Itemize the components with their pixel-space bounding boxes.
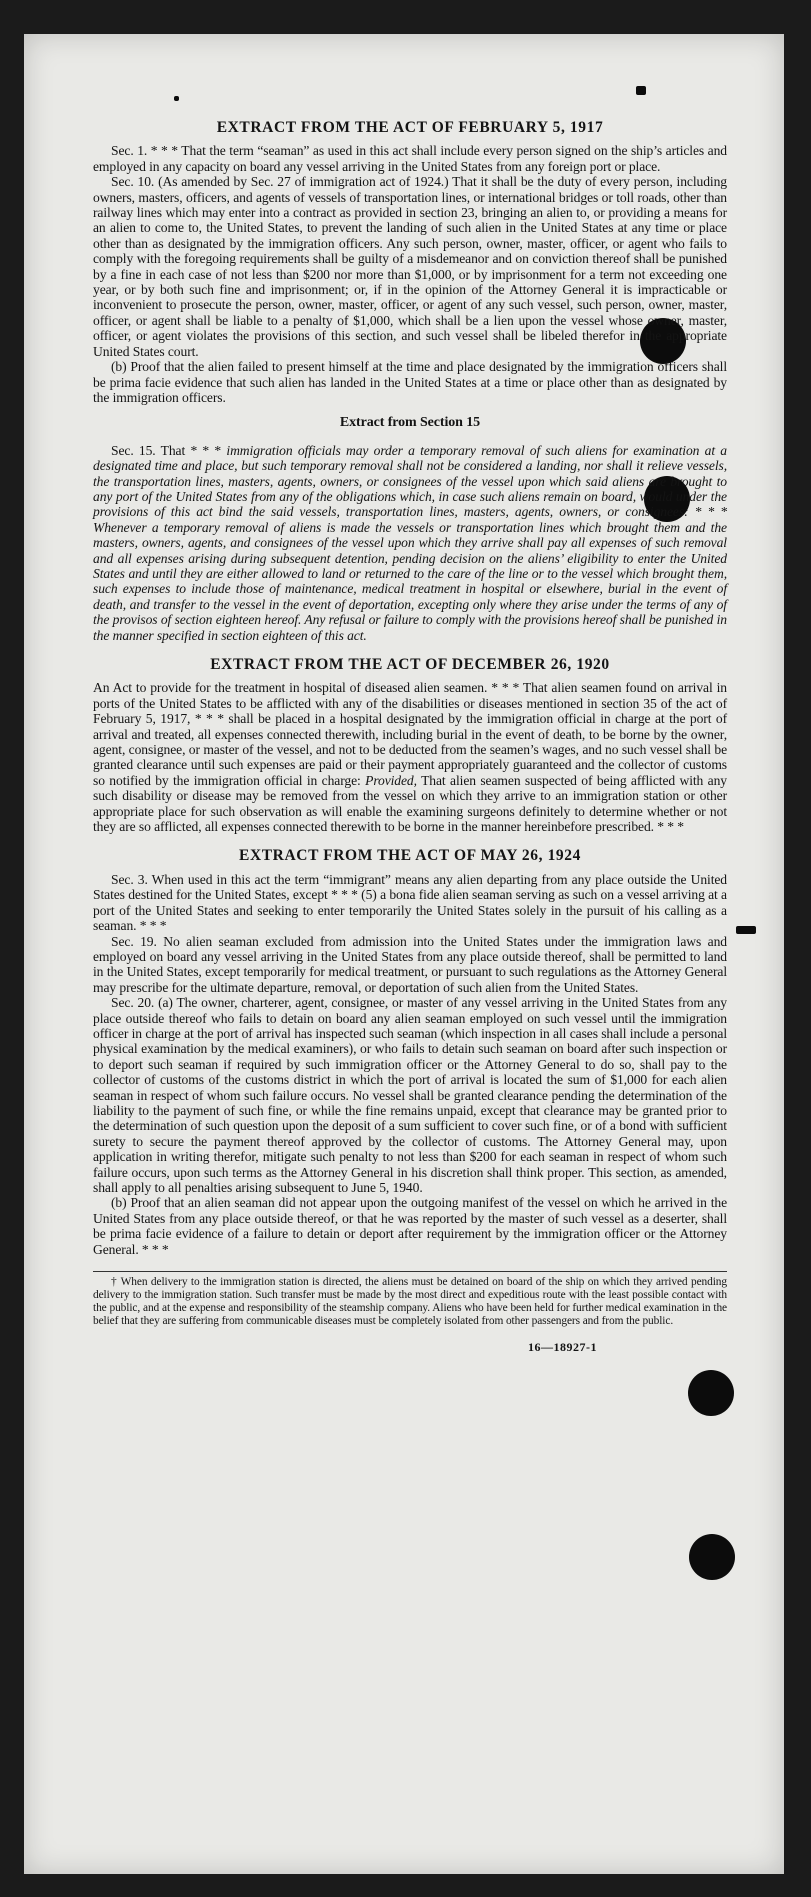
sec15-lead: Sec. 15. That * * * — [111, 442, 227, 458]
form-number: 16—18927-1 — [528, 1340, 597, 1355]
section-heading-1917: EXTRACT FROM THE ACT OF FEBRUARY 5, 1917 — [216, 119, 604, 136]
paragraph-1920-act — [93, 680, 727, 834]
document-page — [24, 34, 784, 1874]
paragraph-proof-b: (b) Proof that the alien failed to present himself at the time and place designated by the immigration officers shall be prima facie evidence that such alien has landed in the United States at a time or place other than as designated by the immigration officers. — [93, 359, 727, 405]
paragraph-sec3: Sec. 3. When used in this act the term “immigrant” means any alien departing from any place outside the United States destined for the United States, except * * * (5) a bona fide alien seaman serving as such on a vessel arriving at a port of the United States and seeking to enter temporarily the United States solely in the pursuit of his calling as a seaman. * * * — [93, 871, 727, 934]
paragraph-sec19: Sec. 19. No alien seaman excluded from admission into the United States under the immigration laws and employed on board any vessel arriving in the United States from any place outside thereof, shall be permitted to land in the United States, except temporarily for medical treatment, or pursuant to such regulations as the Attorney General may prescribe for the ultimate departure, removal, or deportation of such alien from the United States. — [93, 933, 727, 995]
subheading-section-15: Extract from Section 15 — [339, 415, 481, 431]
ink-speck — [736, 926, 756, 934]
document-text — [93, 120, 727, 1355]
paragraph-sec10: Sec. 10. (As amended by Sec. 27 of immigration act of 1924.) That it shall be the duty of every person, including owners, masters, officers, and agents of vessels of transportation lines, or international bridges or toll roads, other than railway lines which may enter into a contract as provided in section 23, bringing an alien to, or providing a means for an alien to come to, the United States, to prevent the landing of such alien in the United States at any time or place other than as designated by the immigration officers. Any such person, owner, master, officer, or agent who fails to comply with the foregoing requirements shall be guilty of a misdemeanor and on conviction thereof shall be punished by a fine in each case of not less than $200 nor more than $1,000, or by imprisonment for a term not exceeding one year, or by both such fine and imprisonment; or, if in the opinion of the Attorney General it is impracticable or inconvenient to prosecute the person, owner, master, officer, or agent of any such vessel, such person, owner, master, officer, or agent shall be liable to a penalty of $1,000, which shall be a lien upon the vessel whose owner, master, officer, or agent violates the provisions of this section, and such vessel shall be libeled therefor in the appropriate United States court. — [93, 174, 727, 359]
act1920-text-a: An Act to provide for the treatment in hospital of diseased alien seamen. * * * That alien seamen found on arrival in ports of the United States to be afflicted with any of the disabilities or diseases mentioned in section 35 of the act of February 5, 1917, * * * shall be placed in a hospital designated by the immigration official in charge at the port of arrival and treated, all expenses connected therewith, including burial in the event of death, to be borne by the owner, agent, consignee, or master of the vessel, and not to be deducted from the seamen’s wages, and no such vessel shall be granted clearance until such expenses are paid or their payment appropriately guaranteed and the collector of customs so notified by the immigration official in charge: — [93, 680, 727, 788]
punch-hole — [688, 1370, 734, 1416]
footnote: † When delivery to the immigration station is directed, the aliens must be detained on board of the ship on which they arrived pending delivery to the immigration station. Such transfer must be made by the most direct and expeditious route with the least possible contact with the public, and at the expense and responsibility of the steamship company. Aliens who have been held for further medical examination in the belief that they are suffering from communicable diseases must be completely isolated from other passengers and from the public. — [93, 1276, 727, 1328]
paragraph-sec20-b: (b) Proof that an alien seaman did not appear upon the outgoing manifest of the vessel on which he arrived in the United States from any place outside thereof, or that he was reported by the master of such vessel as a deserter, shall be prima facie evidence of a failure to detain or deport after requirement by the immigration officer or the Attorney General. * * * — [93, 1195, 727, 1257]
ink-speck — [636, 86, 646, 95]
paragraph-sec15 — [93, 443, 727, 643]
act1920-provided: Provided, — [365, 772, 417, 788]
section-heading-1924: EXTRACT FROM THE ACT OF MAY 26, 1924 — [239, 847, 581, 865]
sec15-italic-text: immigration officials may order a temporary removal of such aliens for examination at a designated time and place, but such temporary removal shall not be considered a landing, nor shall it relieve vessels, the transportation lines, masters, agents, owners, or consignees of the vessel upon which said aliens are brought to any port of the United States from any of the obligations which, in case such aliens remain on board, would under the provisions of this act bind the said vessels, transportation lines, masters, agents, owners, or consignees: * * * Whenever a temporary removal of aliens is made the vessels or transportation lines which brought them and the masters, owners, agents, and consignees of the vessel upon which they arrive shall pay all expenses of such removal and all expenses arising during subsequent detention, pending decision on the aliens’ eligibility to enter the United States and until they are either allowed to land or returned to the care of the line or to the vessel which brought them, such expenses to include those of maintenance, medical treatment in hospital or elsewhere, burial in the event of death, and transfer to the vessel in the event of deportation, excepting only where they arise under the terms of any of the provisos of section eighteen hereof. Any refusal or failure to comply with the provisions hereof shall be punished in the manner specified in section eighteen of this act. — [93, 442, 727, 643]
section-heading-1920: EXTRACT FROM THE ACT OF DECEMBER 26, 1920 — [210, 656, 610, 673]
ink-speck — [174, 96, 179, 101]
footnote-divider — [93, 1271, 727, 1272]
paragraph-sec20: Sec. 20. (a) The owner, charterer, agent, consignee, or master of any vessel arriving in the United States from any place outside thereof who fails to detain on board any alien seaman employed on such vessel until the immigration officer in charge at the port of arrival has inspected such seaman (which inspection in all cases shall include a personal physical examination by the medical examiners), or who fails to detain such seaman on board after such inspection or to deport such seaman if required by such immigration officer or the Attorney General to do so, shall pay to the collector of customs of the customs district in which the port of arrival is located the sum of $1,000 for each alien seaman in respect of whom such failure occurs. No vessel shall be granted clearance pending the determination of the liability to the payment of such fine, or while the fine remains unpaid, except that clearance may be granted prior to the determination of such question upon the deposit of a sum sufficient to cover such fine, or of a bond with sufficient surety to secure the payment thereof approved by the collector of customs. The Attorney General may, upon application in writing therefor, mitigate such penalty to not less than $200 for each seaman in respect of whom such failure occurs, upon such terms as the Attorney General in his discretion shall think proper. This section, as amended, shall apply to all penalties arising subsequent to June 5, 1940. — [93, 995, 727, 1195]
punch-hole — [689, 1534, 735, 1580]
paragraph-sec1: Sec. 1. * * * That the term “seaman” as used in this act shall include every person signed on the ship’s articles and employed in any capacity on board any vessel arriving in the United States from any foreign port or place. — [93, 143, 727, 174]
act1920-text-b: That alien seamen suspected of being afflicted with any such disability or disease may be removed from the vessel on which they arrive to an immigration station or other appropriate place for such observation as will enable the examining surgeons definitely to determine whether or not they are so afflicted, all expenses connected therewith to be borne in the manner hereinbefore prescribed. * * * — [93, 772, 727, 835]
